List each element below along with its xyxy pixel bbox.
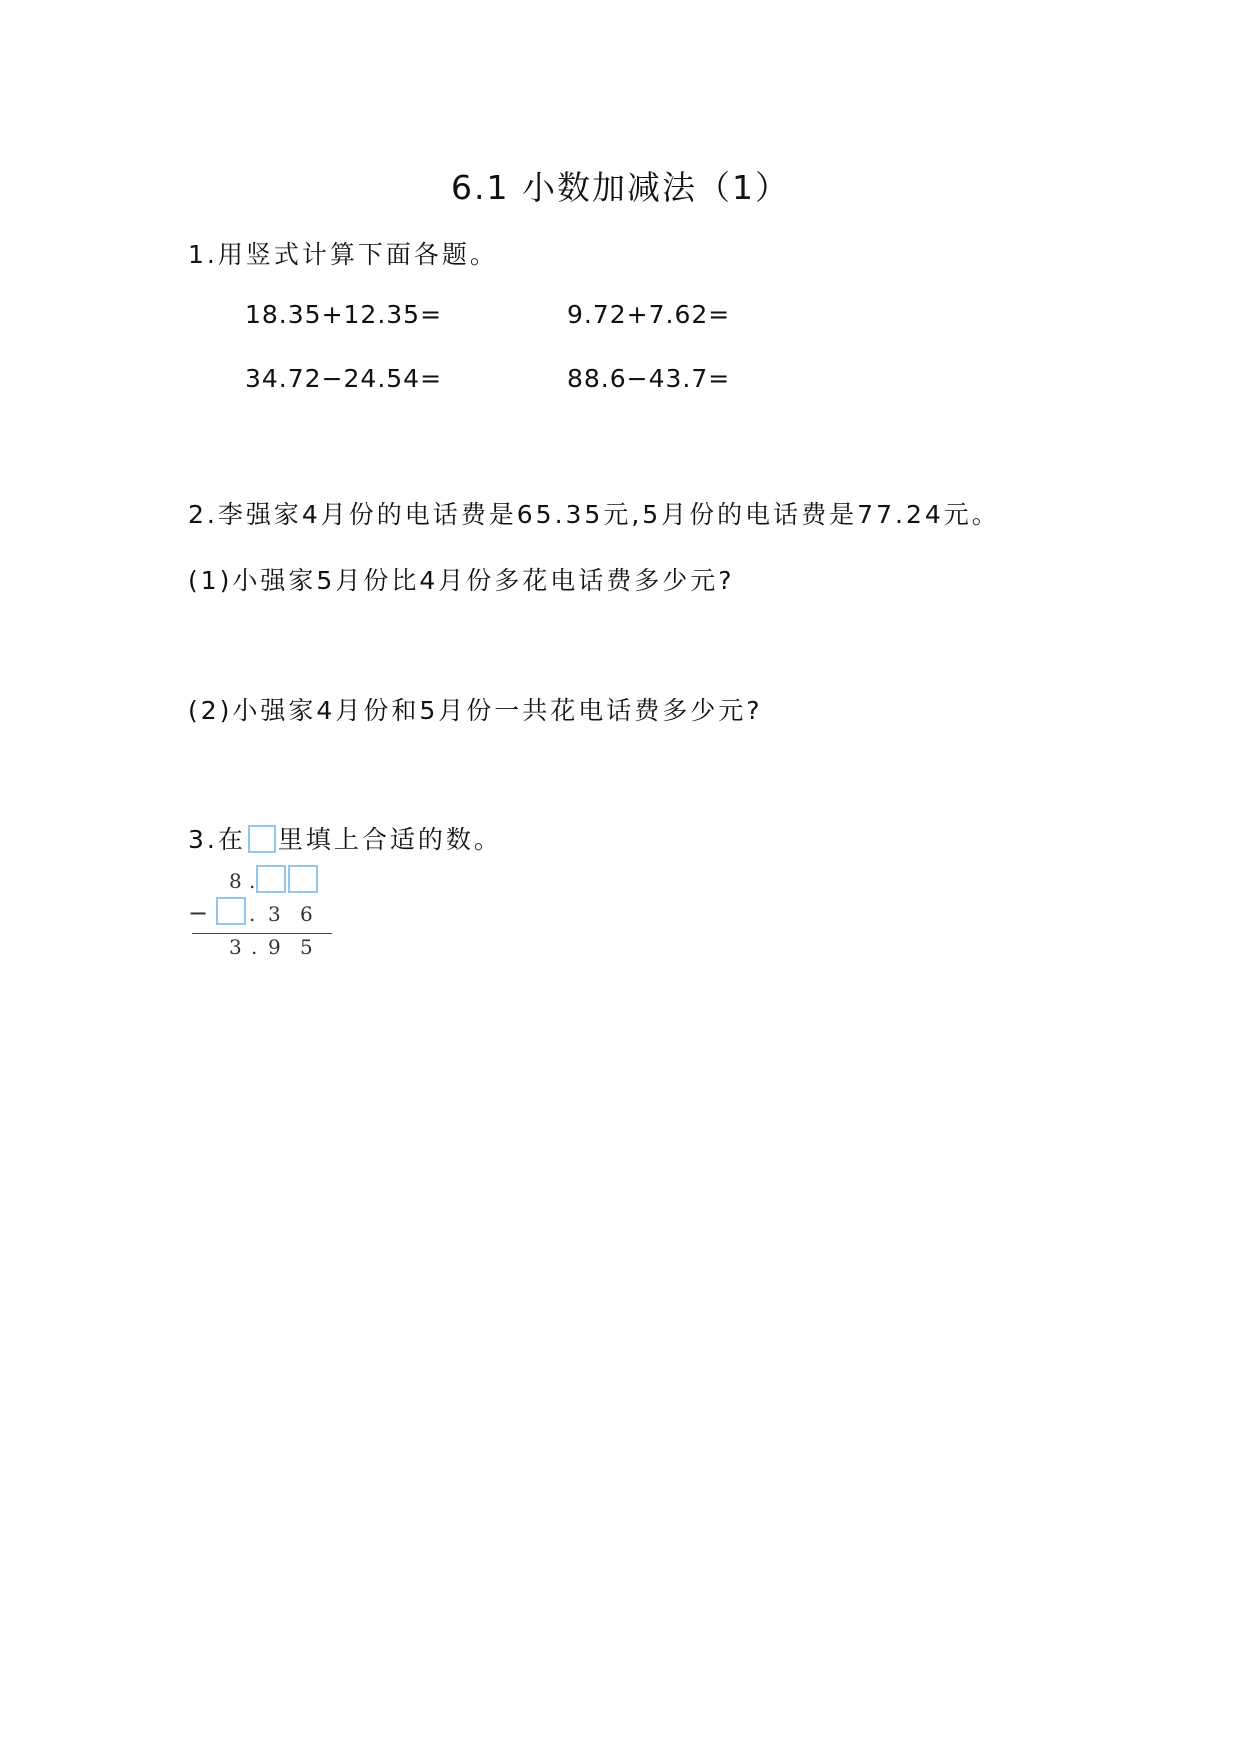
question-2-sub-1: (1)小强家5月份比4月份多花电话费多少元? xyxy=(188,566,735,595)
expression-3: 34.72−24.54= xyxy=(245,364,443,393)
result-digit-9: 9 xyxy=(268,935,281,959)
expression-1: 18.35+12.35= xyxy=(245,300,443,329)
question-2-sub-2: (2)小强家4月份和5月份一共花电话费多少元? xyxy=(188,696,763,725)
expression-4: 88.6−43.7= xyxy=(567,364,731,393)
row2-digit-6: 6 xyxy=(300,902,313,926)
page-title: 6.1 小数加减法（1） xyxy=(451,168,790,207)
row1-digit-8: 8 xyxy=(229,869,242,893)
answer-box-row1-a[interactable] xyxy=(256,865,286,893)
result-digit-5: 5 xyxy=(300,935,313,959)
row2-decimal-point: . xyxy=(249,902,256,926)
subtraction-line xyxy=(192,933,332,934)
question-2-prompt: 2.李强家4月份的电话费是65.35元,5月份的电话费是77.24元。 xyxy=(188,500,1000,529)
result-digit-3: 3 xyxy=(229,935,242,959)
question-1-prompt: 1.用竖式计算下面各题。 xyxy=(188,240,498,269)
question-3-prompt-before: 3.在 xyxy=(188,825,246,854)
blank-box-icon xyxy=(248,825,276,853)
answer-box-row2[interactable] xyxy=(216,897,246,925)
minus-sign: − xyxy=(188,899,209,927)
question-3-prompt xyxy=(188,820,502,856)
question-3-prompt-after: 里填上合适的数。 xyxy=(277,825,502,854)
answer-box-row1-b[interactable] xyxy=(288,865,318,893)
row1-decimal-point: . xyxy=(249,869,256,893)
row2-digit-3: 3 xyxy=(268,902,281,926)
expression-2: 9.72+7.62= xyxy=(567,300,731,329)
result-decimal-point: . xyxy=(251,935,258,959)
